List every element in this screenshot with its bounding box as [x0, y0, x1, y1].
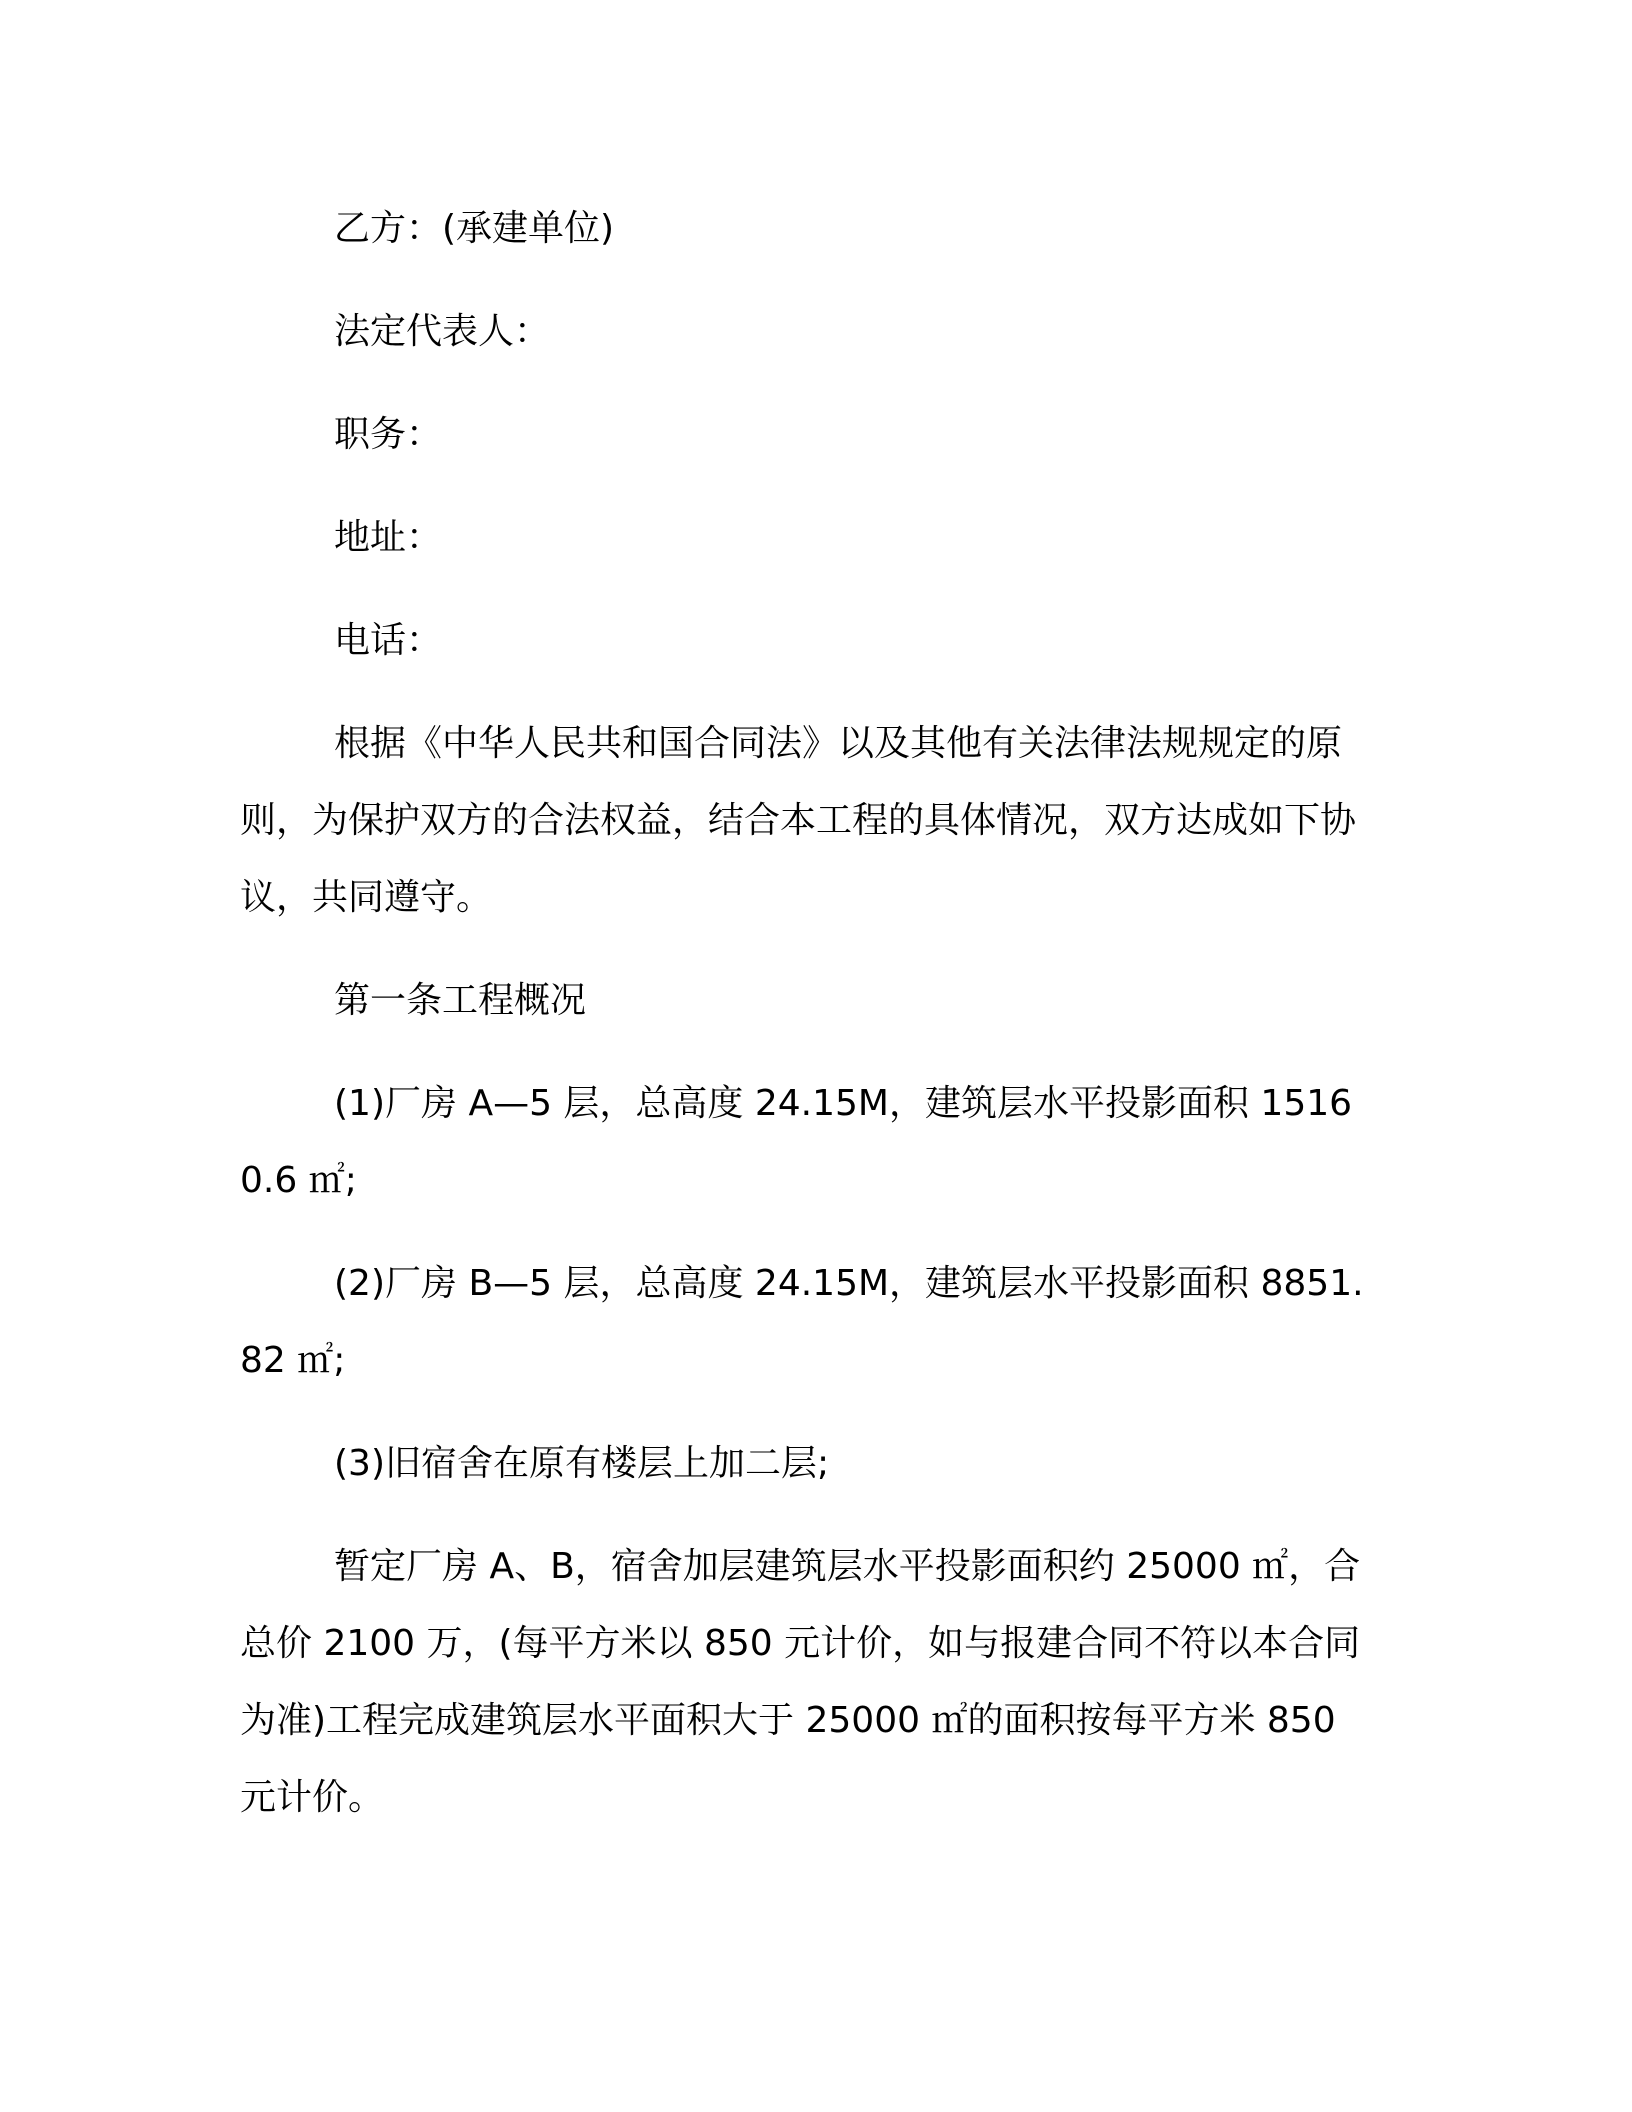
article-1-title: 第一条工程概况: [334, 980, 587, 1021]
address-line: 地址：: [334, 517, 443, 558]
position-line: 职务：: [334, 414, 443, 455]
document-body: [240, 190, 1380, 1862]
item-2-paragraph: (2)厂房 B—5 层，总高度 24.15M，建筑层水平投影面积 8851.82 ㎡;: [240, 1263, 1364, 1381]
preamble-paragraph: 根据《中华人民共和国合同法》以及其他有关法律法规规定的原则，为保护双方的合法权益，结合本工程的具体情况，双方达成如下协议，共同遵守。: [240, 723, 1357, 918]
legal-representative-line: 法定代表人：: [334, 311, 551, 352]
phone-line: 电话：: [334, 620, 443, 661]
pricing-paragraph: 暂定厂房 A、B，宿舍加层建筑层水平投影面积约 25000 ㎡，合总价 2100 万，(每平方米以 850 元计价，如与报建合同不符以本合同为准)工程完成建筑层水平面积大于 25000 ㎡的面积按每平方米 850 元计价。: [240, 1546, 1361, 1818]
item-1-paragraph: (1)厂房 A—5 层，总高度 24.15M，建筑层水平投影面积 15160.6 ㎡;: [240, 1083, 1353, 1201]
item-3-paragraph: (3)旧宿舍在原有楼层上加二层;: [334, 1443, 830, 1484]
party-b-line: 乙方：(承建单位): [334, 208, 615, 249]
